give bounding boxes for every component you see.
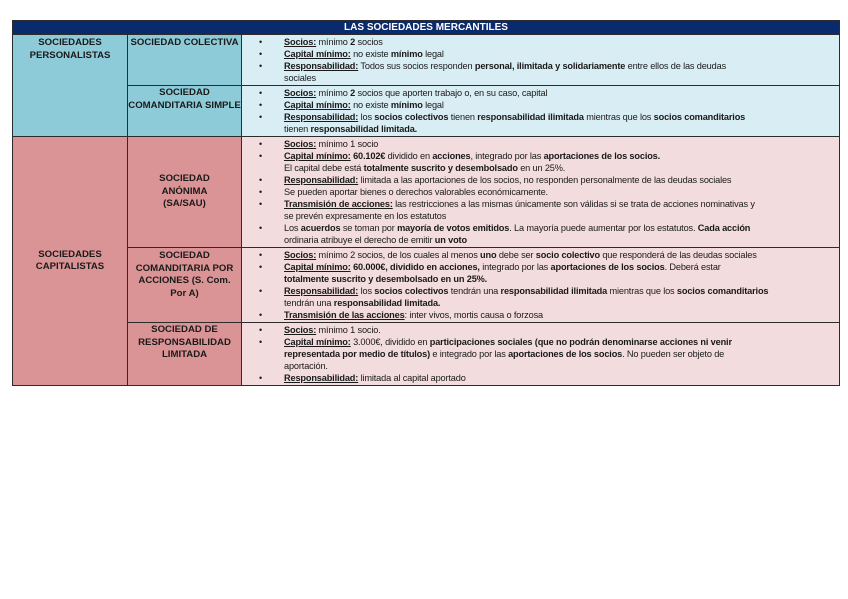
list-item: • Responsabilidad: limitada al capital aportado: [259, 373, 466, 383]
details-anonima: [242, 137, 840, 248]
type-srl: SOCIEDAD DE RESPONSABILIDAD LIMITADA: [128, 323, 242, 386]
sociedades-table: [12, 20, 840, 386]
details-srl: [242, 323, 840, 386]
list-item: • Los acuerdos se toman por mayoría de votos emitidos. La mayoría puede aumentar por los estatutos. Cada acción: [259, 223, 751, 233]
list-item: • Transmisión de acciones: las restricciones a las mismas únicamente son válidas si se trata de acciones nominativas y: [259, 199, 755, 209]
group-personalistas: SOCIEDADES PERSONALISTAS: [13, 35, 128, 137]
list-item: • Capital mínimo: 60.102€ dividido en acciones, integrado por las aportaciones de los socios.: [259, 151, 661, 161]
group-capitalistas: SOCIEDADES CAPITALISTAS: [13, 137, 128, 386]
details-colectiva: [242, 35, 840, 86]
table-title: LAS SOCIEDADES MERCANTILES: [13, 21, 840, 35]
list-item: • Responsabilidad: los socios colectivos tendrán una responsabilidad ilimitada mientras que los socios comanditarios: [259, 286, 769, 296]
list-item: • Socios: mínimo 1 socio.: [259, 325, 381, 335]
list-item: • Se pueden aportar bienes o derechos valorables económicamente.: [259, 187, 548, 197]
type-comanditaria-simple: SOCIEDAD COMANDITARIA SIMPLE: [128, 86, 242, 137]
list-item-continuation: sociales: [284, 73, 316, 83]
list-item: • Capital mínimo: no existe mínimo legal: [259, 100, 444, 110]
list-item-continuation: totalmente suscrito y desembolsado en un 25%.: [284, 274, 488, 284]
list-item: • Socios: mínimo 2 socios que aporten trabajo o, en su caso, capital: [259, 88, 548, 98]
list-item: • Socios: mínimo 2 socios, de los cuales al menos uno debe ser socio colectivo que responderá de las deudas sociales: [259, 250, 757, 260]
list-item-continuation: se prevén expresamente en los estatutos: [284, 211, 447, 221]
list-item-continuation: aportación.: [284, 361, 328, 371]
list-item-continuation: representada por medio de títulos) e integrado por las aportaciones de los socios. No pueden ser objeto de: [284, 349, 725, 359]
details-comanditaria-simple: [242, 86, 840, 137]
list-item: • Socios: mínimo 2 socios: [259, 37, 383, 47]
list-item-continuation: El capital debe está totalmente suscrito y desembolsado en un 25%.: [284, 163, 566, 173]
list-item: • Socios: mínimo 1 socio: [259, 139, 379, 149]
list-item: • Responsabilidad: los socios colectivos tienen responsabilidad ilimitada mientras que los socios comanditarios: [259, 112, 746, 122]
list-item: • Capital mínimo: no existe mínimo legal: [259, 49, 444, 59]
list-item: • Capital mínimo: 3.000€, dividido en participaciones sociales (que no podrán denominarse acciones ni venir: [259, 337, 732, 347]
list-item: • Responsabilidad: Todos sus socios responden personal, ilimitada y solidariamente entre ellos de las deudas: [259, 61, 727, 71]
list-item: • Capital mínimo: 60.000€, dividido en acciones, integrado por las aportaciones de los socios. Deberá estar: [259, 262, 721, 272]
list-item-continuation: ordinaria atribuye el derecho de emitir un voto: [284, 235, 467, 245]
list-item: • Responsabilidad: limitada a las aportaciones de los socios, no responden personalmente de las deudas sociales: [259, 175, 732, 185]
list-item-continuation: tienen responsabilidad limitada.: [284, 124, 418, 134]
type-colectiva: SOCIEDAD COLECTIVA: [128, 35, 242, 86]
details-comanditaria-acciones: [242, 248, 840, 323]
list-item-continuation: tendrán una responsabilidad limitada.: [284, 298, 441, 308]
type-comanditaria-acciones: SOCIEDAD COMANDITARIA POR ACCIONES (S. Com. Por A): [128, 248, 242, 323]
type-anonima: SOCIEDAD ANÓNIMA (SA/SAU): [128, 137, 242, 248]
list-item: • Transmisión de las acciones: inter vivos, mortis causa o forzosa: [259, 310, 543, 320]
